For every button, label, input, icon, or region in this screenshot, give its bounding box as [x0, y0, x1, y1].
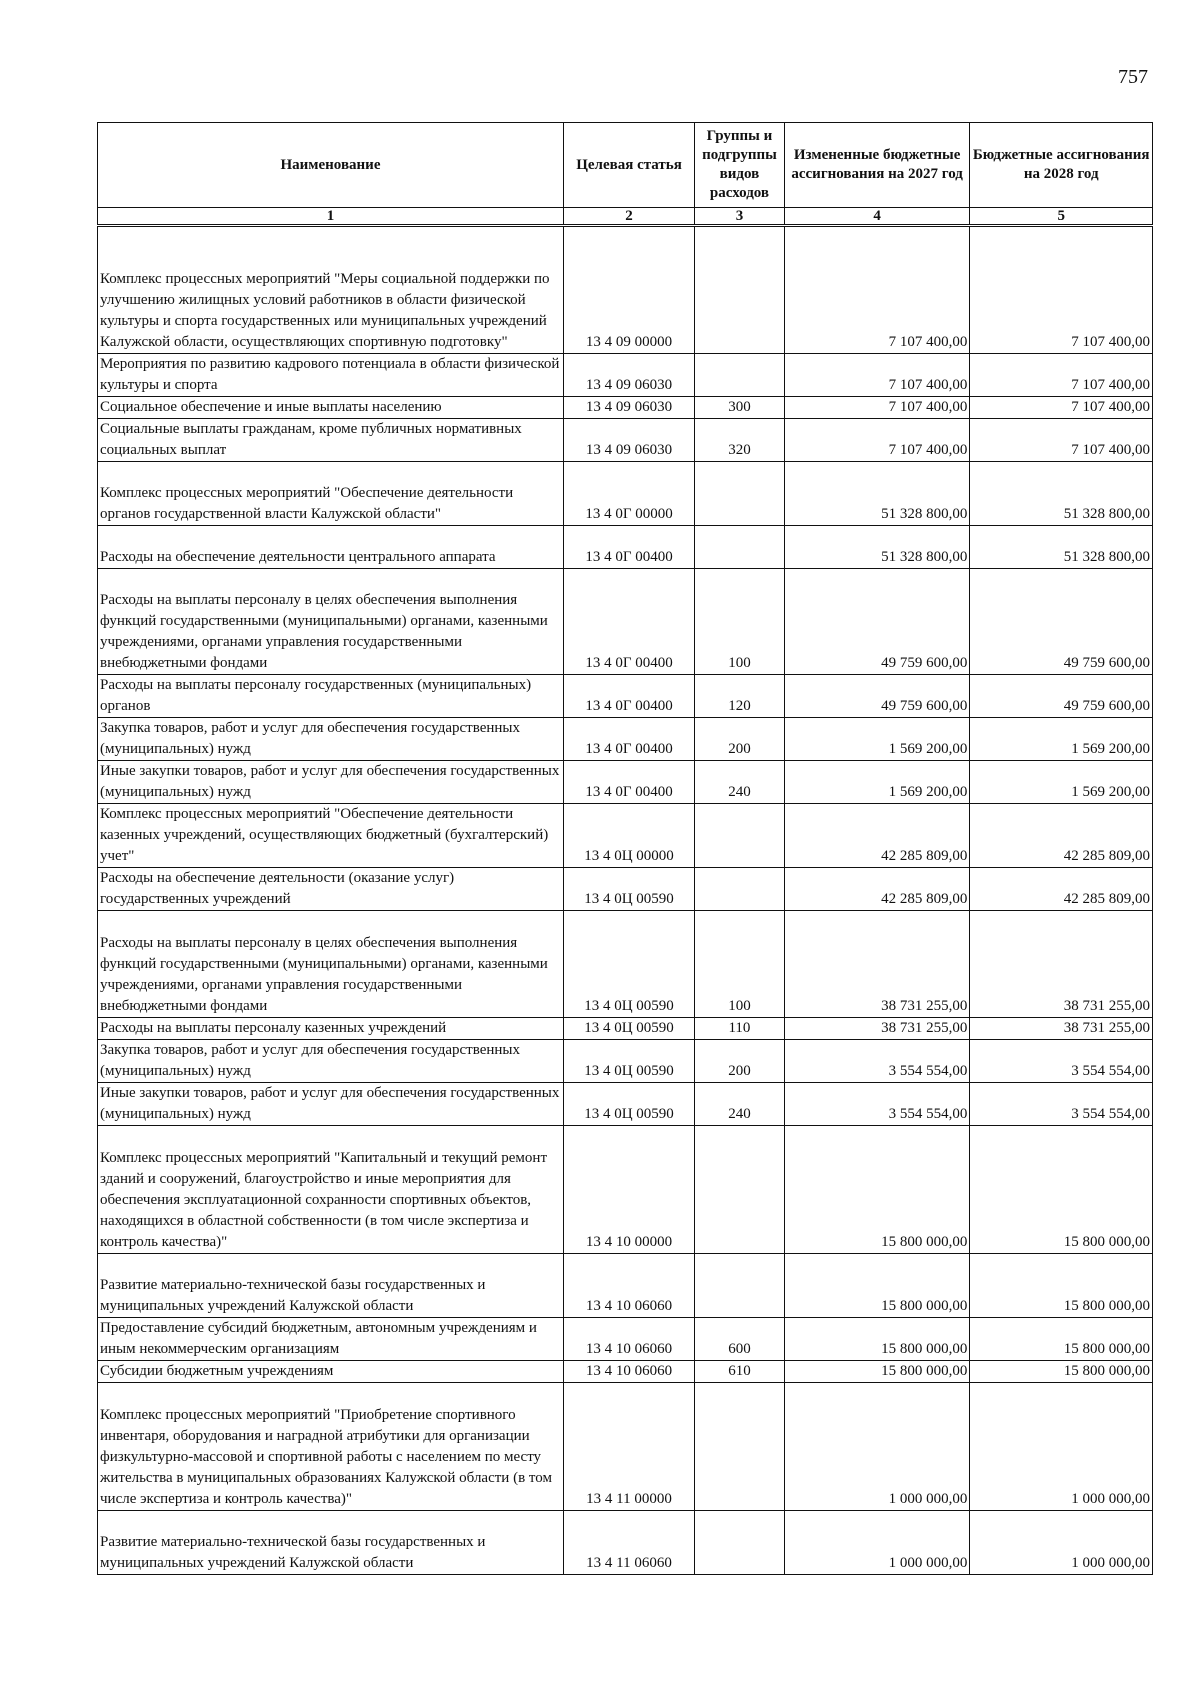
table-row	[98, 1361, 1153, 1383]
row-name-cell: Социальные выплаты гражданам, кроме публичных нормативных социальных выплат	[98, 419, 564, 462]
row-target-article-cell: 13 4 0Ц 00590	[563, 1040, 694, 1083]
row-amount-2028-cell: 1 000 000,00	[970, 1383, 1153, 1511]
row-name-cell: Развитие материально-технической базы государственных и муниципальных учреждений Калужской области	[98, 1254, 564, 1318]
header-name: Наименование	[98, 123, 564, 208]
row-name-cell: Развитие материально-технической базы государственных и муниципальных учреждений Калужской области	[98, 1511, 564, 1575]
row-amount-2028-cell: 1 569 200,00	[970, 761, 1153, 804]
row-amount-2028-cell: 38 731 255,00	[970, 911, 1153, 1018]
column-number: 5	[970, 208, 1153, 226]
row-target-article-cell: 13 4 11 00000	[563, 1383, 694, 1511]
row-amount-2027-cell: 15 800 000,00	[784, 1126, 970, 1254]
row-amount-2028-cell: 7 107 400,00	[970, 419, 1153, 462]
row-amount-2028-cell: 15 800 000,00	[970, 1254, 1153, 1318]
row-amount-2027-cell: 51 328 800,00	[784, 526, 970, 569]
row-amount-2028-cell: 15 800 000,00	[970, 1361, 1153, 1383]
row-expense-group-cell	[695, 354, 785, 397]
table-row	[98, 911, 1153, 1018]
table-row	[98, 1318, 1153, 1361]
row-name-cell: Расходы на обеспечение деятельности центрального аппарата	[98, 526, 564, 569]
row-target-article-cell: 13 4 09 00000	[563, 226, 694, 354]
table-row	[98, 718, 1153, 761]
row-amount-2028-cell: 7 107 400,00	[970, 354, 1153, 397]
row-name-cell: Расходы на выплаты персоналу в целях обеспечения выполнения функций государственными (муниципальными) органами, казенными учреждениями, органами управления государственными внебюджетными фондами	[98, 569, 564, 675]
row-expense-group-cell	[695, 226, 785, 354]
row-target-article-cell: 13 4 0Г 00400	[563, 718, 694, 761]
table-row	[98, 1018, 1153, 1040]
row-amount-2028-cell: 15 800 000,00	[970, 1126, 1153, 1254]
row-name-cell: Расходы на обеспечение деятельности (оказание услуг) государственных учреждений	[98, 868, 564, 911]
row-amount-2027-cell: 3 554 554,00	[784, 1083, 970, 1126]
page-number: 757	[1118, 66, 1148, 88]
row-expense-group-cell: 120	[695, 675, 785, 718]
row-amount-2028-cell: 49 759 600,00	[970, 675, 1153, 718]
row-expense-group-cell	[695, 868, 785, 911]
row-target-article-cell: 13 4 0Г 00400	[563, 675, 694, 718]
row-amount-2027-cell: 7 107 400,00	[784, 226, 970, 354]
row-target-article-cell: 13 4 0Ц 00590	[563, 1083, 694, 1126]
table-row	[98, 354, 1153, 397]
row-name-cell: Расходы на выплаты персоналу в целях обеспечения выполнения функций государственными (муниципальными) органами, казенными учреждениями, органами управления государственными внебюджетными фондами	[98, 911, 564, 1018]
row-amount-2027-cell: 42 285 809,00	[784, 868, 970, 911]
table-row	[98, 675, 1153, 718]
row-target-article-cell: 13 4 10 06060	[563, 1318, 694, 1361]
row-amount-2027-cell: 49 759 600,00	[784, 569, 970, 675]
column-number: 4	[784, 208, 970, 226]
row-target-article-cell: 13 4 0Ц 00000	[563, 804, 694, 868]
row-amount-2028-cell: 7 107 400,00	[970, 397, 1153, 419]
table-row	[98, 526, 1153, 569]
row-target-article-cell: 13 4 09 06030	[563, 397, 694, 419]
row-expense-group-cell: 110	[695, 1018, 785, 1040]
row-expense-group-cell: 320	[695, 419, 785, 462]
row-expense-group-cell	[695, 804, 785, 868]
row-name-cell: Иные закупки товаров, работ и услуг для обеспечения государственных (муниципальных) нужд	[98, 761, 564, 804]
row-name-cell: Субсидии бюджетным учреждениям	[98, 1361, 564, 1383]
row-expense-group-cell	[695, 1254, 785, 1318]
table-row	[98, 1083, 1153, 1126]
row-target-article-cell: 13 4 0Г 00400	[563, 761, 694, 804]
column-number: 2	[563, 208, 694, 226]
table-row	[98, 1383, 1153, 1511]
table-row	[98, 397, 1153, 419]
row-amount-2027-cell: 51 328 800,00	[784, 462, 970, 526]
row-name-cell: Комплекс процессных мероприятий "Приобретение спортивного инвентаря, оборудования и наградной атрибутики для организации физкультурно-массовой и спортивной работы с населением по месту жительства в муниципальных образованиях Калужской области (в том числе экспертиза и контроль качества)"	[98, 1383, 564, 1511]
table-header-row	[98, 123, 1153, 208]
row-amount-2027-cell: 1 000 000,00	[784, 1511, 970, 1575]
row-target-article-cell: 13 4 0Г 00000	[563, 462, 694, 526]
row-target-article-cell: 13 4 10 06060	[563, 1254, 694, 1318]
row-amount-2027-cell: 49 759 600,00	[784, 675, 970, 718]
row-expense-group-cell: 200	[695, 718, 785, 761]
row-target-article-cell: 13 4 0Г 00400	[563, 569, 694, 675]
row-expense-group-cell	[695, 462, 785, 526]
column-number: 1	[98, 208, 564, 226]
row-name-cell: Иные закупки товаров, работ и услуг для обеспечения государственных (муниципальных) нужд	[98, 1083, 564, 1126]
row-amount-2028-cell: 3 554 554,00	[970, 1083, 1153, 1126]
row-target-article-cell: 13 4 0Ц 00590	[563, 911, 694, 1018]
row-name-cell: Комплекс процессных мероприятий "Меры социальной поддержки по улучшению жилищных условий работников в области физической культуры и спорта государственных или муниципальных учреждений Калужской области, осуществляющих спортивную подготовку"	[98, 226, 564, 354]
table-row	[98, 868, 1153, 911]
table-row	[98, 1126, 1153, 1254]
table-row	[98, 761, 1153, 804]
row-expense-group-cell: 240	[695, 1083, 785, 1126]
table-row	[98, 1511, 1153, 1575]
row-expense-group-cell	[695, 1511, 785, 1575]
row-expense-group-cell	[695, 526, 785, 569]
table-row	[98, 462, 1153, 526]
row-name-cell: Социальное обеспечение и иные выплаты населению	[98, 397, 564, 419]
row-expense-group-cell: 200	[695, 1040, 785, 1083]
row-amount-2028-cell: 49 759 600,00	[970, 569, 1153, 675]
table-row	[98, 569, 1153, 675]
row-target-article-cell: 13 4 0Ц 00590	[563, 868, 694, 911]
row-amount-2027-cell: 38 731 255,00	[784, 1018, 970, 1040]
table-row	[98, 419, 1153, 462]
row-amount-2027-cell: 38 731 255,00	[784, 911, 970, 1018]
row-amount-2027-cell: 15 800 000,00	[784, 1254, 970, 1318]
budget-table	[97, 122, 1153, 1575]
row-amount-2027-cell: 1 000 000,00	[784, 1383, 970, 1511]
row-amount-2028-cell: 15 800 000,00	[970, 1318, 1153, 1361]
row-amount-2028-cell: 1 000 000,00	[970, 1511, 1153, 1575]
row-amount-2028-cell: 38 731 255,00	[970, 1018, 1153, 1040]
row-amount-2027-cell: 7 107 400,00	[784, 397, 970, 419]
table-row	[98, 804, 1153, 868]
row-name-cell: Закупка товаров, работ и услуг для обеспечения государственных (муниципальных) нужд	[98, 718, 564, 761]
row-amount-2028-cell: 42 285 809,00	[970, 804, 1153, 868]
row-target-article-cell: 13 4 0Г 00400	[563, 526, 694, 569]
row-target-article-cell: 13 4 0Ц 00590	[563, 1018, 694, 1040]
row-expense-group-cell	[695, 1126, 785, 1254]
row-amount-2027-cell: 7 107 400,00	[784, 354, 970, 397]
row-amount-2027-cell: 15 800 000,00	[784, 1318, 970, 1361]
row-target-article-cell: 13 4 11 06060	[563, 1511, 694, 1575]
row-name-cell: Комплекс процессных мероприятий "Капитальный и текущий ремонт зданий и сооружений, благоустройство и иные мероприятия для обеспечения эксплуатационной сохранности спортивных объектов, находящихся в областной собственности (в том числе экспертиза и контроль качества)"	[98, 1126, 564, 1254]
row-amount-2027-cell: 1 569 200,00	[784, 718, 970, 761]
row-amount-2028-cell: 42 285 809,00	[970, 868, 1153, 911]
row-amount-2027-cell: 42 285 809,00	[784, 804, 970, 868]
header-budget-2028: Бюджетные ассигнования на 2028 год	[970, 123, 1153, 208]
row-amount-2028-cell: 7 107 400,00	[970, 226, 1153, 354]
row-name-cell: Мероприятия по развитию кадрового потенциала в области физической культуры и спорта	[98, 354, 564, 397]
row-target-article-cell: 13 4 10 00000	[563, 1126, 694, 1254]
row-name-cell: Расходы на выплаты персоналу государственных (муниципальных) органов	[98, 675, 564, 718]
row-expense-group-cell	[695, 1383, 785, 1511]
row-target-article-cell: 13 4 10 06060	[563, 1361, 694, 1383]
row-target-article-cell: 13 4 09 06030	[563, 354, 694, 397]
row-name-cell: Расходы на выплаты персоналу казенных учреждений	[98, 1018, 564, 1040]
row-name-cell: Комплекс процессных мероприятий "Обеспечение деятельности казенных учреждений, осуществляющих бюджетный (бухгалтерский) учет"	[98, 804, 564, 868]
header-changed-2027: Измененные бюджетные ассигнования на 2027 год	[784, 123, 970, 208]
table-row	[98, 1254, 1153, 1318]
table-body	[98, 226, 1153, 1575]
row-expense-group-cell: 600	[695, 1318, 785, 1361]
row-amount-2027-cell: 15 800 000,00	[784, 1361, 970, 1383]
row-amount-2027-cell: 3 554 554,00	[784, 1040, 970, 1083]
row-expense-group-cell: 100	[695, 911, 785, 1018]
column-number-row	[98, 208, 1153, 226]
row-amount-2028-cell: 51 328 800,00	[970, 462, 1153, 526]
row-expense-group-cell: 100	[695, 569, 785, 675]
row-name-cell: Комплекс процессных мероприятий "Обеспечение деятельности органов государственной власти Калужской области"	[98, 462, 564, 526]
column-number: 3	[695, 208, 785, 226]
row-amount-2028-cell: 3 554 554,00	[970, 1040, 1153, 1083]
table-row	[98, 226, 1153, 354]
row-name-cell: Закупка товаров, работ и услуг для обеспечения государственных (муниципальных) нужд	[98, 1040, 564, 1083]
row-amount-2027-cell: 1 569 200,00	[784, 761, 970, 804]
row-expense-group-cell: 610	[695, 1361, 785, 1383]
row-amount-2027-cell: 7 107 400,00	[784, 419, 970, 462]
row-amount-2028-cell: 51 328 800,00	[970, 526, 1153, 569]
row-name-cell: Предоставление субсидий бюджетным, автономным учреждениям и иным некоммерческим организациям	[98, 1318, 564, 1361]
row-amount-2028-cell: 1 569 200,00	[970, 718, 1153, 761]
header-expense-groups: Группы и подгруппы видов расходов	[695, 123, 785, 208]
header-target-article: Целевая статья	[563, 123, 694, 208]
row-expense-group-cell: 240	[695, 761, 785, 804]
row-expense-group-cell: 300	[695, 397, 785, 419]
table-row	[98, 1040, 1153, 1083]
row-target-article-cell: 13 4 09 06030	[563, 419, 694, 462]
